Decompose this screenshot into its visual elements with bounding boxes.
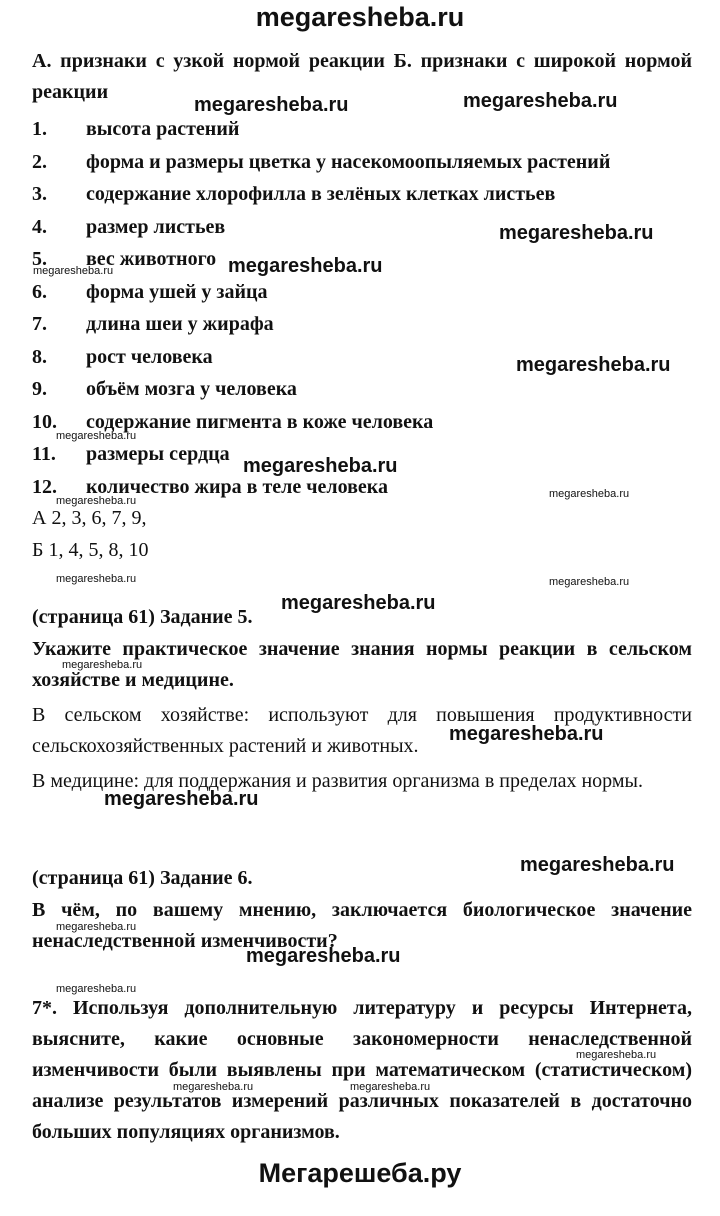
list-item: [32, 146, 692, 179]
item-number: 1.: [32, 118, 47, 140]
watermark-small: megaresheba.ru: [350, 1081, 431, 1093]
traits-list: [32, 113, 692, 503]
task6-heading: (страница 61) Задание 6.: [32, 867, 253, 889]
watermark: megaresheba.ru: [516, 354, 671, 376]
watermark: megaresheba.ru: [449, 723, 604, 745]
item-text: рост человека: [86, 345, 213, 368]
watermark-small: megaresheba.ru: [56, 495, 137, 507]
item-number: 4.: [32, 215, 47, 238]
answer-b: Б 1, 4, 5, 8, 10: [32, 539, 149, 561]
item-text: высота растений: [86, 118, 240, 140]
watermark-small: megaresheba.ru: [56, 983, 137, 995]
answer-a: А 2, 3, 6, 7, 9,: [32, 507, 147, 529]
item-text: содержание хлорофилла в зелёных клетках листьев: [86, 183, 556, 205]
item-number: 2.: [32, 150, 47, 173]
list-item: [32, 178, 692, 211]
intro-text: А. признаки с узкой нормой реакции Б. признаки с широкой нормой реакции: [32, 50, 692, 103]
task6-question: В чём, по вашему мнению, заключается биологическое значение ненаследственной изменчивости?: [32, 899, 692, 952]
watermark-small: megaresheba.ru: [173, 1081, 254, 1093]
item-number: 5.: [32, 248, 47, 270]
site-footer[interactable]: Мегарешеба.ру: [258, 1158, 462, 1188]
item-text: вес животного: [86, 248, 217, 270]
item-text: содержание пигмента в коже человека: [86, 410, 434, 433]
watermark: megaresheba.ru: [463, 90, 618, 112]
item-text: количество жира в теле человека: [86, 475, 389, 498]
item-number: 9.: [32, 378, 47, 400]
item-text: длина шеи у жирафа: [86, 313, 274, 335]
watermark: megaresheba.ru: [104, 788, 259, 810]
task5-heading: (страница 61) Задание 5.: [32, 606, 253, 628]
item-number: 7.: [32, 313, 47, 335]
item-number: 6.: [32, 280, 47, 303]
item-number: 3.: [32, 183, 47, 205]
list-item: [32, 308, 692, 341]
item-number: 12.: [32, 475, 57, 498]
item-text: форма ушей у зайца: [86, 280, 268, 303]
watermark-small: megaresheba.ru: [56, 430, 137, 442]
watermark-small: megaresheba.ru: [33, 265, 114, 277]
watermark: megaresheba.ru: [520, 854, 675, 876]
watermark-small: megaresheba.ru: [56, 921, 137, 933]
site-header[interactable]: megaresheba.ru: [255, 2, 465, 32]
item-number: 11.: [32, 443, 56, 465]
item-text: размер листьев: [86, 215, 226, 238]
watermark: megaresheba.ru: [228, 255, 383, 277]
watermark-small: megaresheba.ru: [62, 659, 143, 671]
task5-question: Укажите практическое значение знания нормы реакции в сельском хозяйстве и медицине.: [32, 638, 692, 691]
watermark: megaresheba.ru: [194, 94, 349, 116]
item-number: 8.: [32, 345, 47, 368]
watermark: megaresheba.ru: [499, 222, 654, 244]
list-item: [32, 113, 692, 146]
watermark-small: megaresheba.ru: [549, 488, 630, 500]
task5-answer-agriculture: В сельском хозяйстве: используют для повышения продуктивности сельскохозяйственных растений и животных.: [32, 704, 692, 757]
item-text: форма и размеры цветка у насекомоопыляемых растений: [86, 150, 611, 173]
watermark-small: megaresheba.ru: [576, 1049, 657, 1061]
watermark: megaresheba.ru: [246, 945, 401, 967]
watermark: megaresheba.ru: [243, 455, 398, 477]
watermark-small: megaresheba.ru: [56, 573, 137, 585]
watermark: megaresheba.ru: [281, 592, 436, 614]
task5-answer-medicine: В медицине: для поддержания и развития организма в пределах нормы.: [32, 770, 643, 792]
item-text: размеры сердца: [86, 443, 230, 465]
task7-text: 7*. Используя дополнительную литературу и ресурсы Интернета, выясните, какие основные закономерности ненаследственной изменчивости были выявлены при математическом (статистическом) анализе результатов измерений различных показателей в достаточно больших популяциях организмов.: [32, 997, 692, 1143]
list-item: [32, 373, 692, 406]
list-item: [32, 276, 692, 309]
item-number: 10.: [32, 410, 57, 433]
watermark-small: megaresheba.ru: [549, 576, 630, 588]
item-text: объём мозга у человека: [86, 378, 297, 400]
